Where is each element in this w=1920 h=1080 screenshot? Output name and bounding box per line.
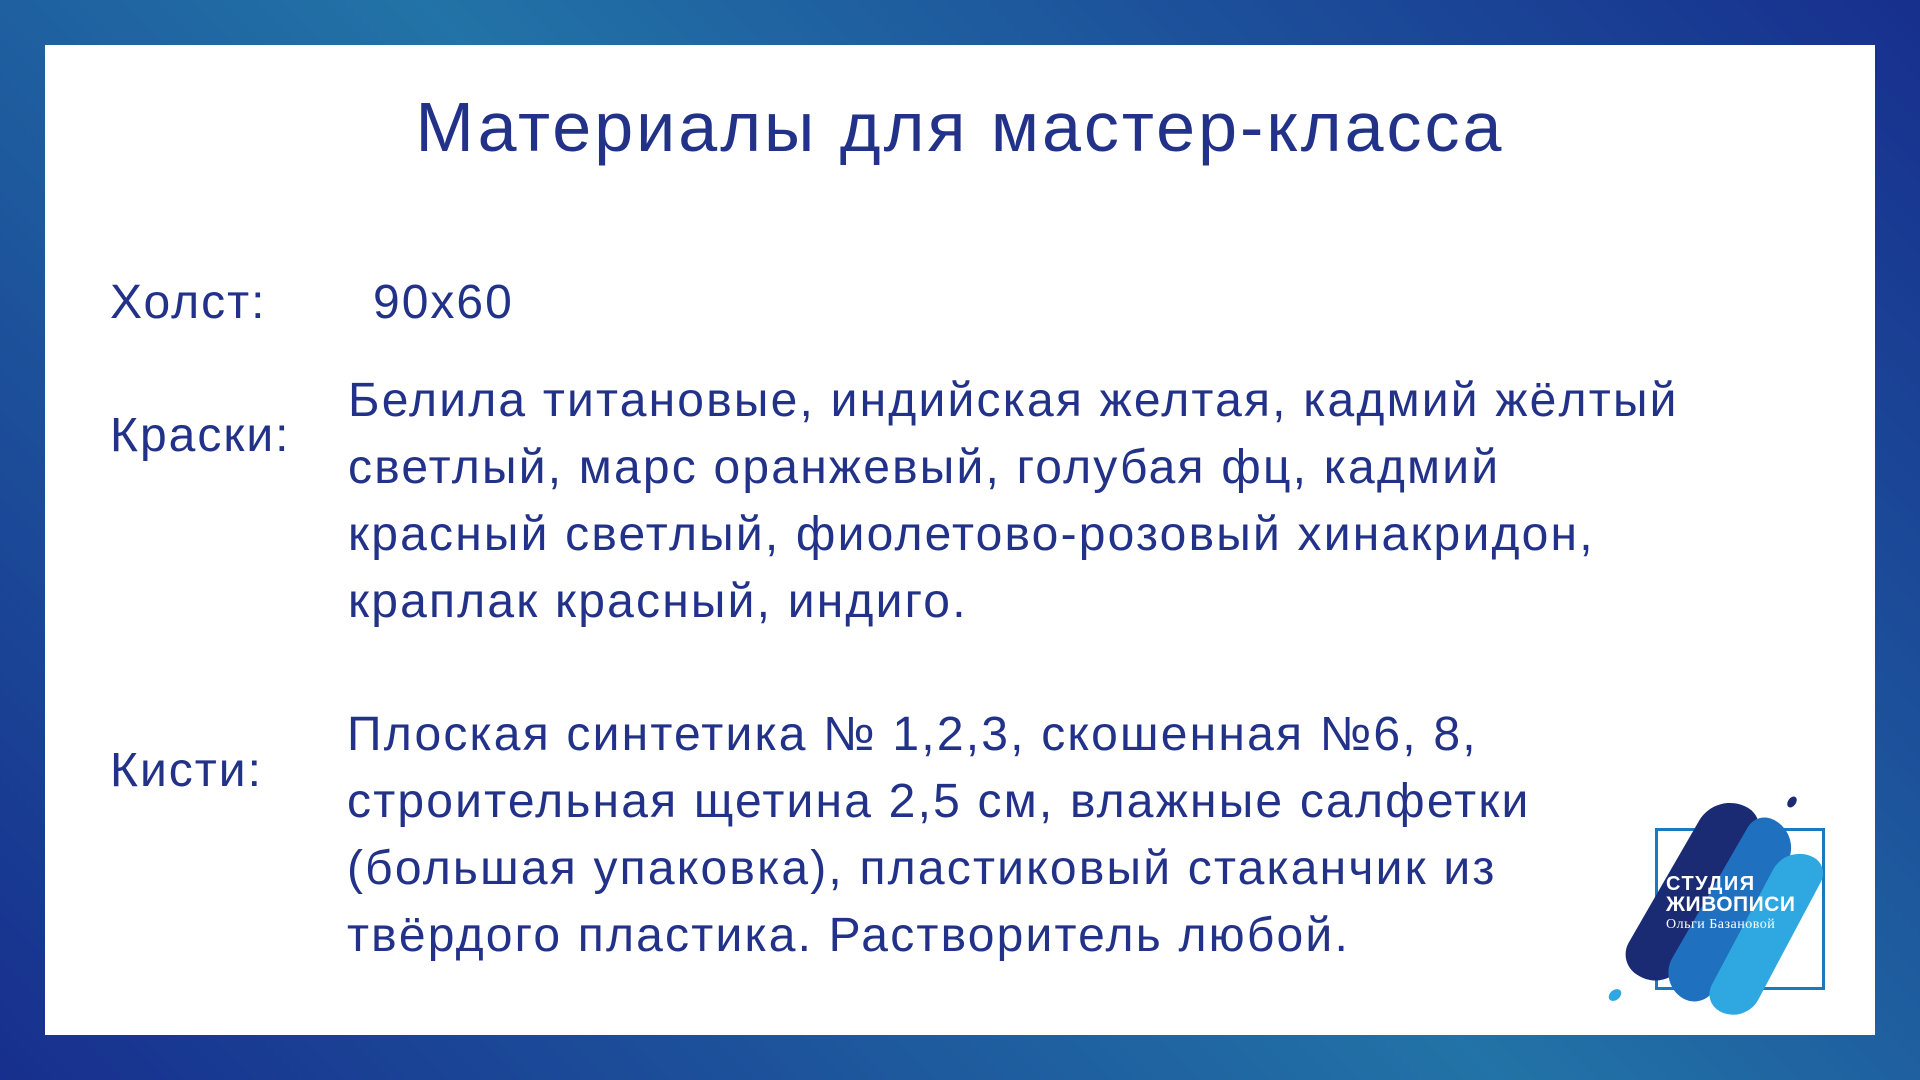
logo-painting-word: ЖИВОПИСИ: [1666, 893, 1796, 916]
slide-content-area: [45, 45, 1875, 1035]
paints-list: [348, 367, 1679, 635]
paints-list-line: красный светлый, фиолетово-розовый хинакридон,: [348, 508, 1595, 561]
brushes-label: Кисти:: [110, 744, 263, 797]
logo-owner-name: Ольги Базановой: [1666, 917, 1776, 932]
paints-label: Краски:: [110, 409, 291, 462]
studio-logo: [1590, 780, 1850, 1030]
canvas-size-value: 90x60: [373, 276, 514, 329]
paints-list-line: краплак красный, индиго.: [348, 575, 968, 628]
paints-list-line: светлый, марс оранжевый, голубая фц, кадмий: [348, 441, 1501, 494]
brushes-list-line: твёрдого пластика. Растворитель любой.: [347, 909, 1350, 962]
brushes-list-line: строительная щетина 2,5 см, влажные салфетки: [347, 775, 1531, 828]
paint-splatter-icon: [1606, 987, 1623, 1004]
logo-text-block: [1666, 874, 1796, 932]
paints-list-line: Белила титановые, индийская желтая, кадмий жёлтый: [348, 374, 1679, 427]
brushes-list-line: Плоская синтетика № 1,2,3, скошенная №6, 8,: [347, 708, 1478, 761]
slide-title: Материалы для мастер-класса: [415, 88, 1505, 166]
brushes-list-line: (большая упаковка), пластиковый стаканчик из: [347, 842, 1497, 895]
logo-studio-word: СТУДИЯ: [1666, 873, 1756, 895]
brushes-list: [347, 701, 1531, 969]
paint-splatter-icon: [1785, 795, 1798, 809]
canvas-label: Холст:: [110, 276, 267, 329]
